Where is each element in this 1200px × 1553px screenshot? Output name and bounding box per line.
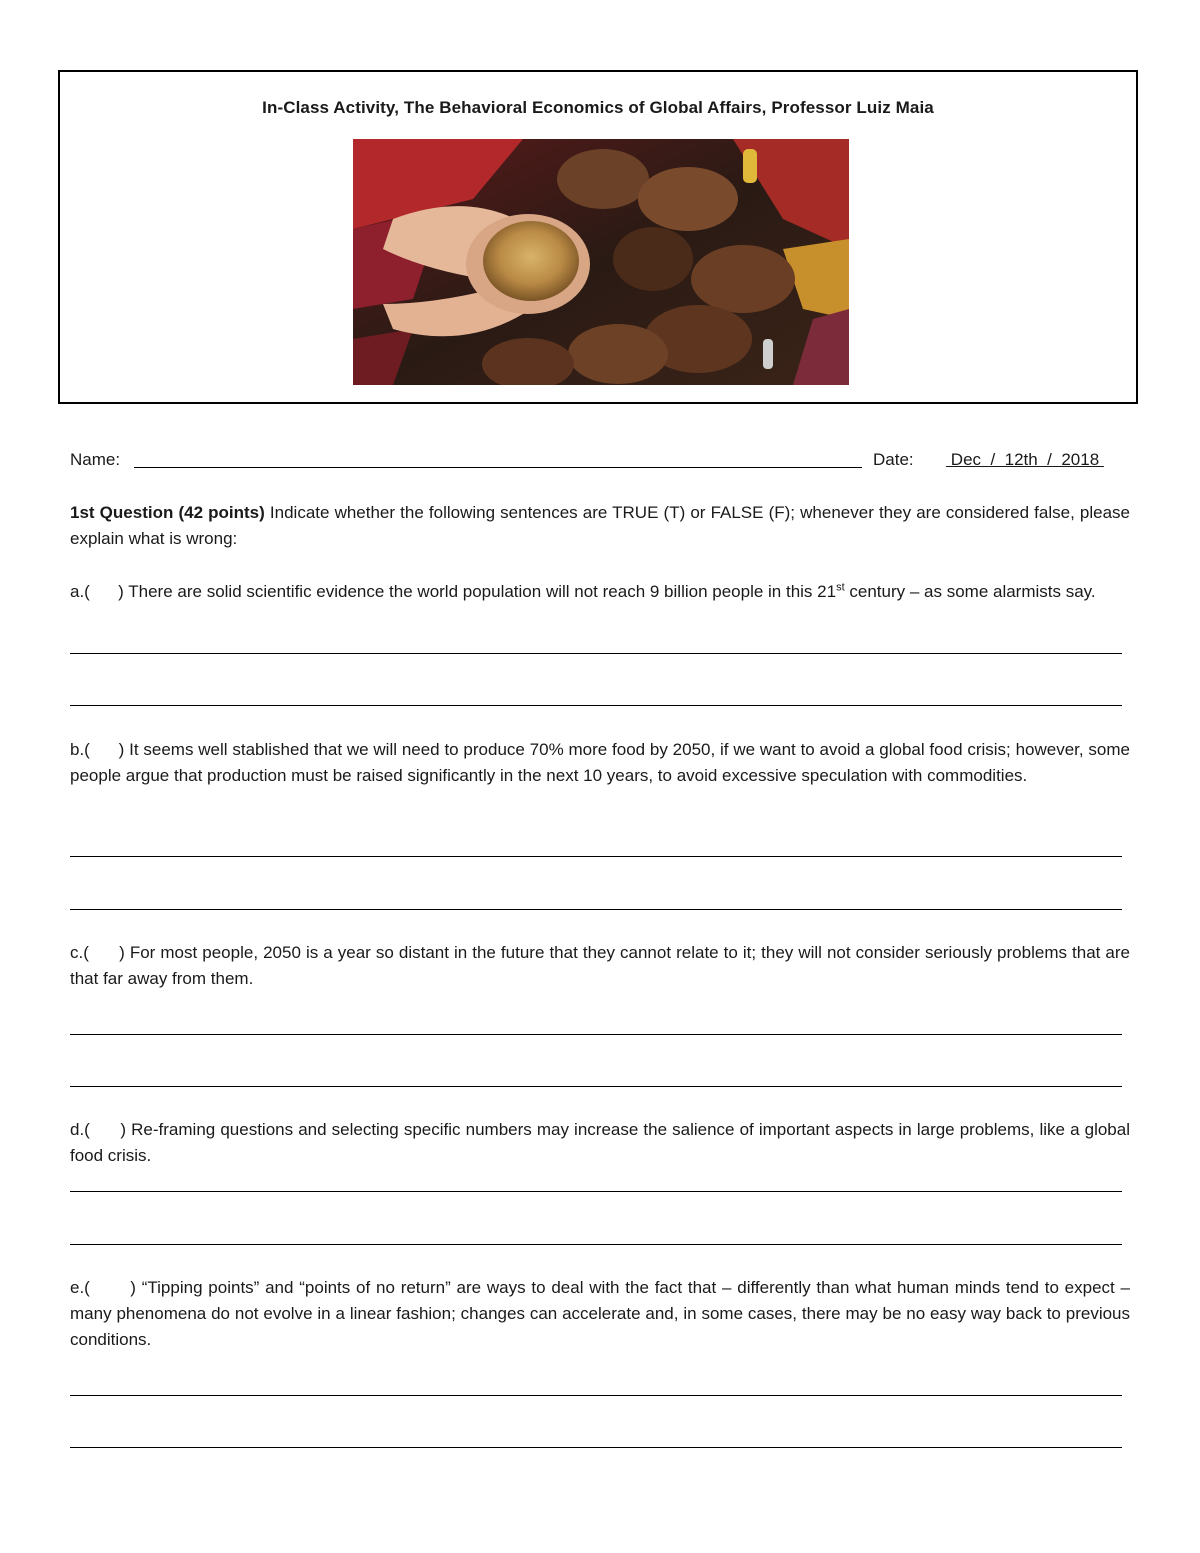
item-a-text-after: century – as some alarmists say. — [849, 582, 1096, 601]
item-a-superscript: st — [836, 581, 845, 594]
item-d-answer-box[interactable]: d.( ) — [70, 1120, 127, 1139]
item-c-text: For most people, 2050 is a year so distant in the future that they cannot relate to it; they will not consider seriously problems that are that far away from them. — [70, 943, 1130, 988]
item-e-answer-line-2[interactable] — [70, 1447, 1122, 1448]
question-item-c — [70, 940, 1130, 992]
header-box — [58, 70, 1138, 404]
photo-illustration — [353, 139, 849, 385]
item-c-answer-line-1[interactable] — [70, 1034, 1122, 1035]
item-e-answer-line-1[interactable] — [70, 1395, 1122, 1396]
item-a-answer-box[interactable]: a.( ) — [70, 582, 124, 601]
hands-with-grain-photo — [353, 139, 849, 385]
item-e-answer-box[interactable]: e.( ) — [70, 1278, 136, 1297]
name-label: Name: — [70, 450, 121, 469]
date-value: Dec / 12th / 2018 — [946, 450, 1104, 469]
item-b-answer-box[interactable]: b.( ) — [70, 740, 125, 759]
item-b-answer-line-2[interactable] — [70, 909, 1122, 910]
item-a-answer-line-2[interactable] — [70, 705, 1122, 706]
question-item-d — [70, 1117, 1130, 1169]
question-1-heading: 1st Question (42 points) — [70, 503, 265, 522]
item-d-text: Re-framing questions and selecting specific numbers may increase the salience of important aspects in large problems, like a global food crisis. — [70, 1120, 1130, 1165]
question-1-instructions: Indicate whether the following sentences are TRUE (T) or FALSE (F); whenever they are considered false, please explain what is wrong: — [70, 503, 1130, 548]
item-a-text-before: There are solid scientific evidence the world population will not reach 9 billion people in this 21 — [128, 582, 837, 601]
item-b-text: It seems well stablished that we will need to produce 70% more food by 2050, if we want to avoid a global food crisis; however, some people argue that production must be raised significantly in the next 10 years, to avoid excessive speculation with commodities. — [70, 740, 1130, 785]
question-item-e — [70, 1275, 1130, 1353]
question-item-b — [70, 737, 1130, 789]
item-d-answer-line-1[interactable] — [70, 1191, 1122, 1192]
item-d-answer-line-2[interactable] — [70, 1244, 1122, 1245]
page-title: In-Class Activity, The Behavioral Economics of Global Affairs, Professor Luiz Maia — [262, 98, 934, 117]
item-c-answer-line-2[interactable] — [70, 1086, 1122, 1087]
question-item-a — [70, 579, 1130, 605]
name-field-line[interactable] — [134, 467, 862, 468]
question-1-intro — [70, 500, 1130, 552]
item-a-answer-line-1[interactable] — [70, 653, 1122, 654]
name-date-row — [70, 447, 1130, 473]
item-e-text: “Tipping points” and “points of no return” are ways to deal with the fact that – differently than what human minds tend to expect – many phenomena do not evolve in a linear fashion; changes can accelerate and, in some cases, there may be no easy way back to previous conditions. — [70, 1278, 1130, 1349]
date-label: Date: — [873, 450, 914, 469]
item-b-answer-line-1[interactable] — [70, 856, 1122, 857]
item-c-answer-box[interactable]: c.( ) — [70, 943, 125, 962]
